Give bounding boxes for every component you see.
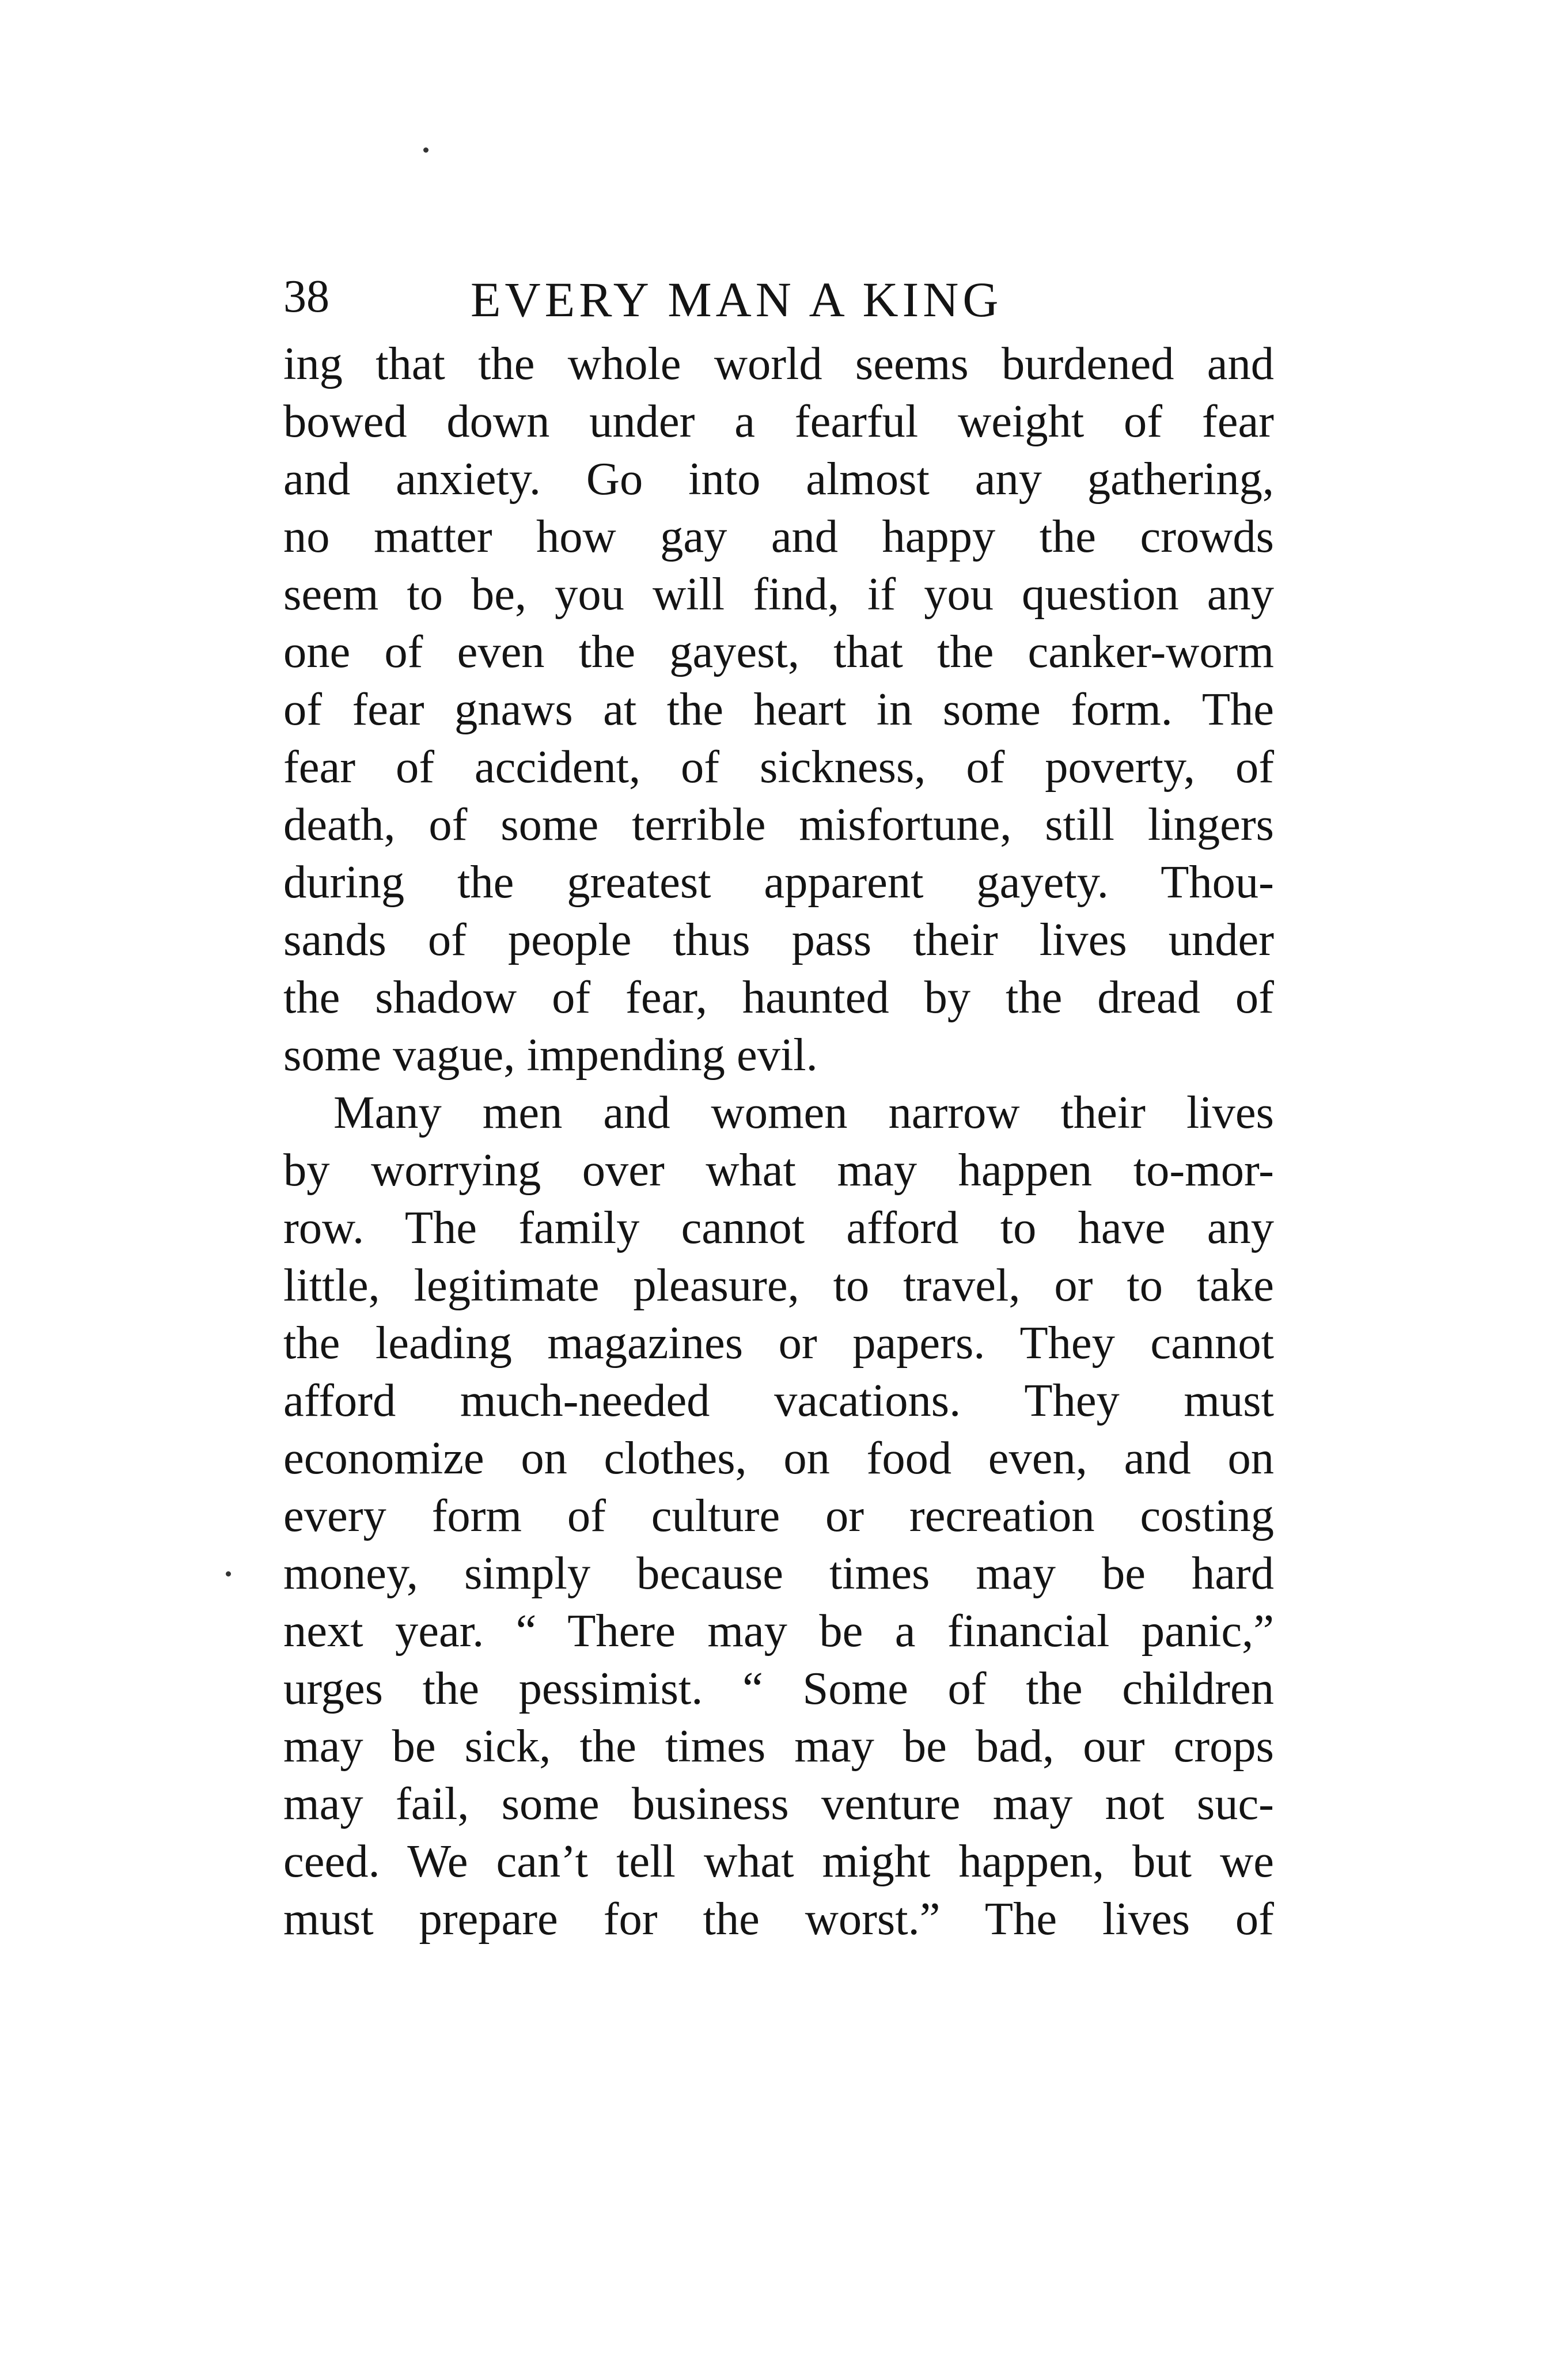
text-line: row. The family cannot afford to have any xyxy=(283,1202,1274,1253)
text-line: during the greatest apparent gayety. Thou- xyxy=(283,857,1274,908)
page-number: 38 xyxy=(283,271,329,322)
text-line: seem to be, you will find, if you question any xyxy=(283,569,1274,620)
paragraph-end-line: some vague, impending evil. xyxy=(283,1029,818,1081)
text-line: the shadow of fear, haunted by the dread of xyxy=(283,972,1274,1023)
text-line: may be sick, the times may be bad, our crops xyxy=(283,1720,1274,1772)
text-line: urges the pessimist. “ Some of the children xyxy=(283,1663,1274,1714)
text-line: may fail, some business venture may not suc- xyxy=(283,1778,1274,1829)
text-line: death, of some terrible misfortune, still lingers xyxy=(283,799,1274,850)
text-line: no matter how gay and happy the crowds xyxy=(283,511,1274,562)
text-line: next year. “ There may be a financial panic,” xyxy=(283,1605,1274,1657)
text-line: one of even the gayest, that the canker-worm xyxy=(283,626,1274,677)
text-line: sands of people thus pass their lives under xyxy=(283,914,1274,965)
page-header xyxy=(283,271,1274,346)
text-line: the leading magazines or papers. They cannot xyxy=(283,1317,1274,1369)
text-line: money, simply because times may be hard xyxy=(283,1548,1274,1599)
text-line: by worrying over what may happen to-mor- xyxy=(283,1144,1274,1196)
text-line: every form of culture or recreation costing xyxy=(283,1490,1274,1541)
paragraph-start-line: Many men and women narrow their lives xyxy=(333,1087,1274,1138)
text-line: economize on clothes, on food even, and on xyxy=(283,1432,1274,1484)
text-line: ceed. We can’t tell what might happen, but we xyxy=(283,1836,1274,1887)
scan-speck xyxy=(226,1571,231,1576)
scan-speck xyxy=(423,147,429,153)
text-line: of fear gnaws at the heart in some form. The xyxy=(283,684,1274,735)
text-line: little, legitimate pleasure, to travel, or to take xyxy=(283,1260,1274,1311)
running-title: EVERY MAN A KING xyxy=(471,272,1003,327)
text-line: and anxiety. Go into almost any gathering, xyxy=(283,453,1274,505)
text-line: ing that the whole world seems burdened and xyxy=(283,338,1274,389)
text-line: afford much-needed vacations. They must xyxy=(283,1375,1274,1426)
text-line: bowed down under a fearful weight of fear xyxy=(283,396,1274,447)
body-text xyxy=(283,335,1274,1948)
text-line: must prepare for the worst.” The lives of xyxy=(283,1893,1274,1945)
text-line: fear of accident, of sickness, of poverty, of xyxy=(283,741,1274,793)
